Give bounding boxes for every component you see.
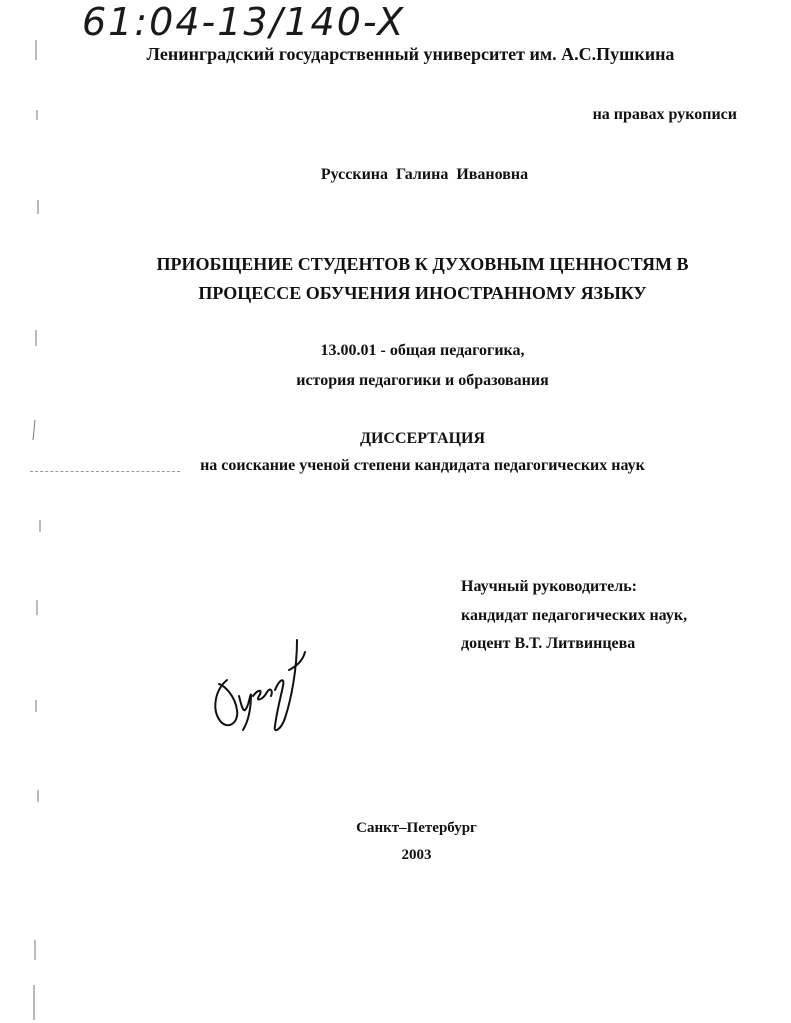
handwritten-signature [205, 630, 315, 740]
dissertation-title-line-2: ПРОЦЕССЕ ОБУЧЕНИЯ ИНОСТРАННОМУ ЯЗЫКУ [198, 283, 647, 303]
publication-year: 2003 [401, 847, 432, 863]
specialty-name-line: история педагогики и образования [296, 372, 549, 389]
document-type: ДИССЕРТАЦИЯ [359, 430, 486, 447]
author-name: Русскина Галина Ивановна [320, 166, 529, 183]
supervisor-label: Научный руководитель: [461, 578, 637, 595]
supervisor-name: доцент В.Т. Литвинцева [461, 635, 636, 652]
supervisor-degree: кандидат педагогических наук, [461, 607, 688, 624]
specialty-code-line: 13.00.01 - общая педагогика, [320, 342, 525, 359]
manuscript-note: на правах рукописи [592, 106, 737, 123]
handwritten-catalog-number: 61:04-13/140-X [82, 0, 406, 44]
publication-city: Санкт–Петербург [356, 820, 477, 836]
degree-sought: на соискание ученой степени кандидата педагогических наук [200, 457, 645, 474]
university-name: Ленинградский государственный университет им. А.С.Пушкина [146, 44, 675, 64]
scan-margin-marks [0, 0, 60, 1023]
dissertation-title-line-1: ПРИОБЩЕНИЕ СТУДЕНТОВ К ДУХОВНЫМ ЦЕННОСТЯМ В [156, 254, 689, 274]
